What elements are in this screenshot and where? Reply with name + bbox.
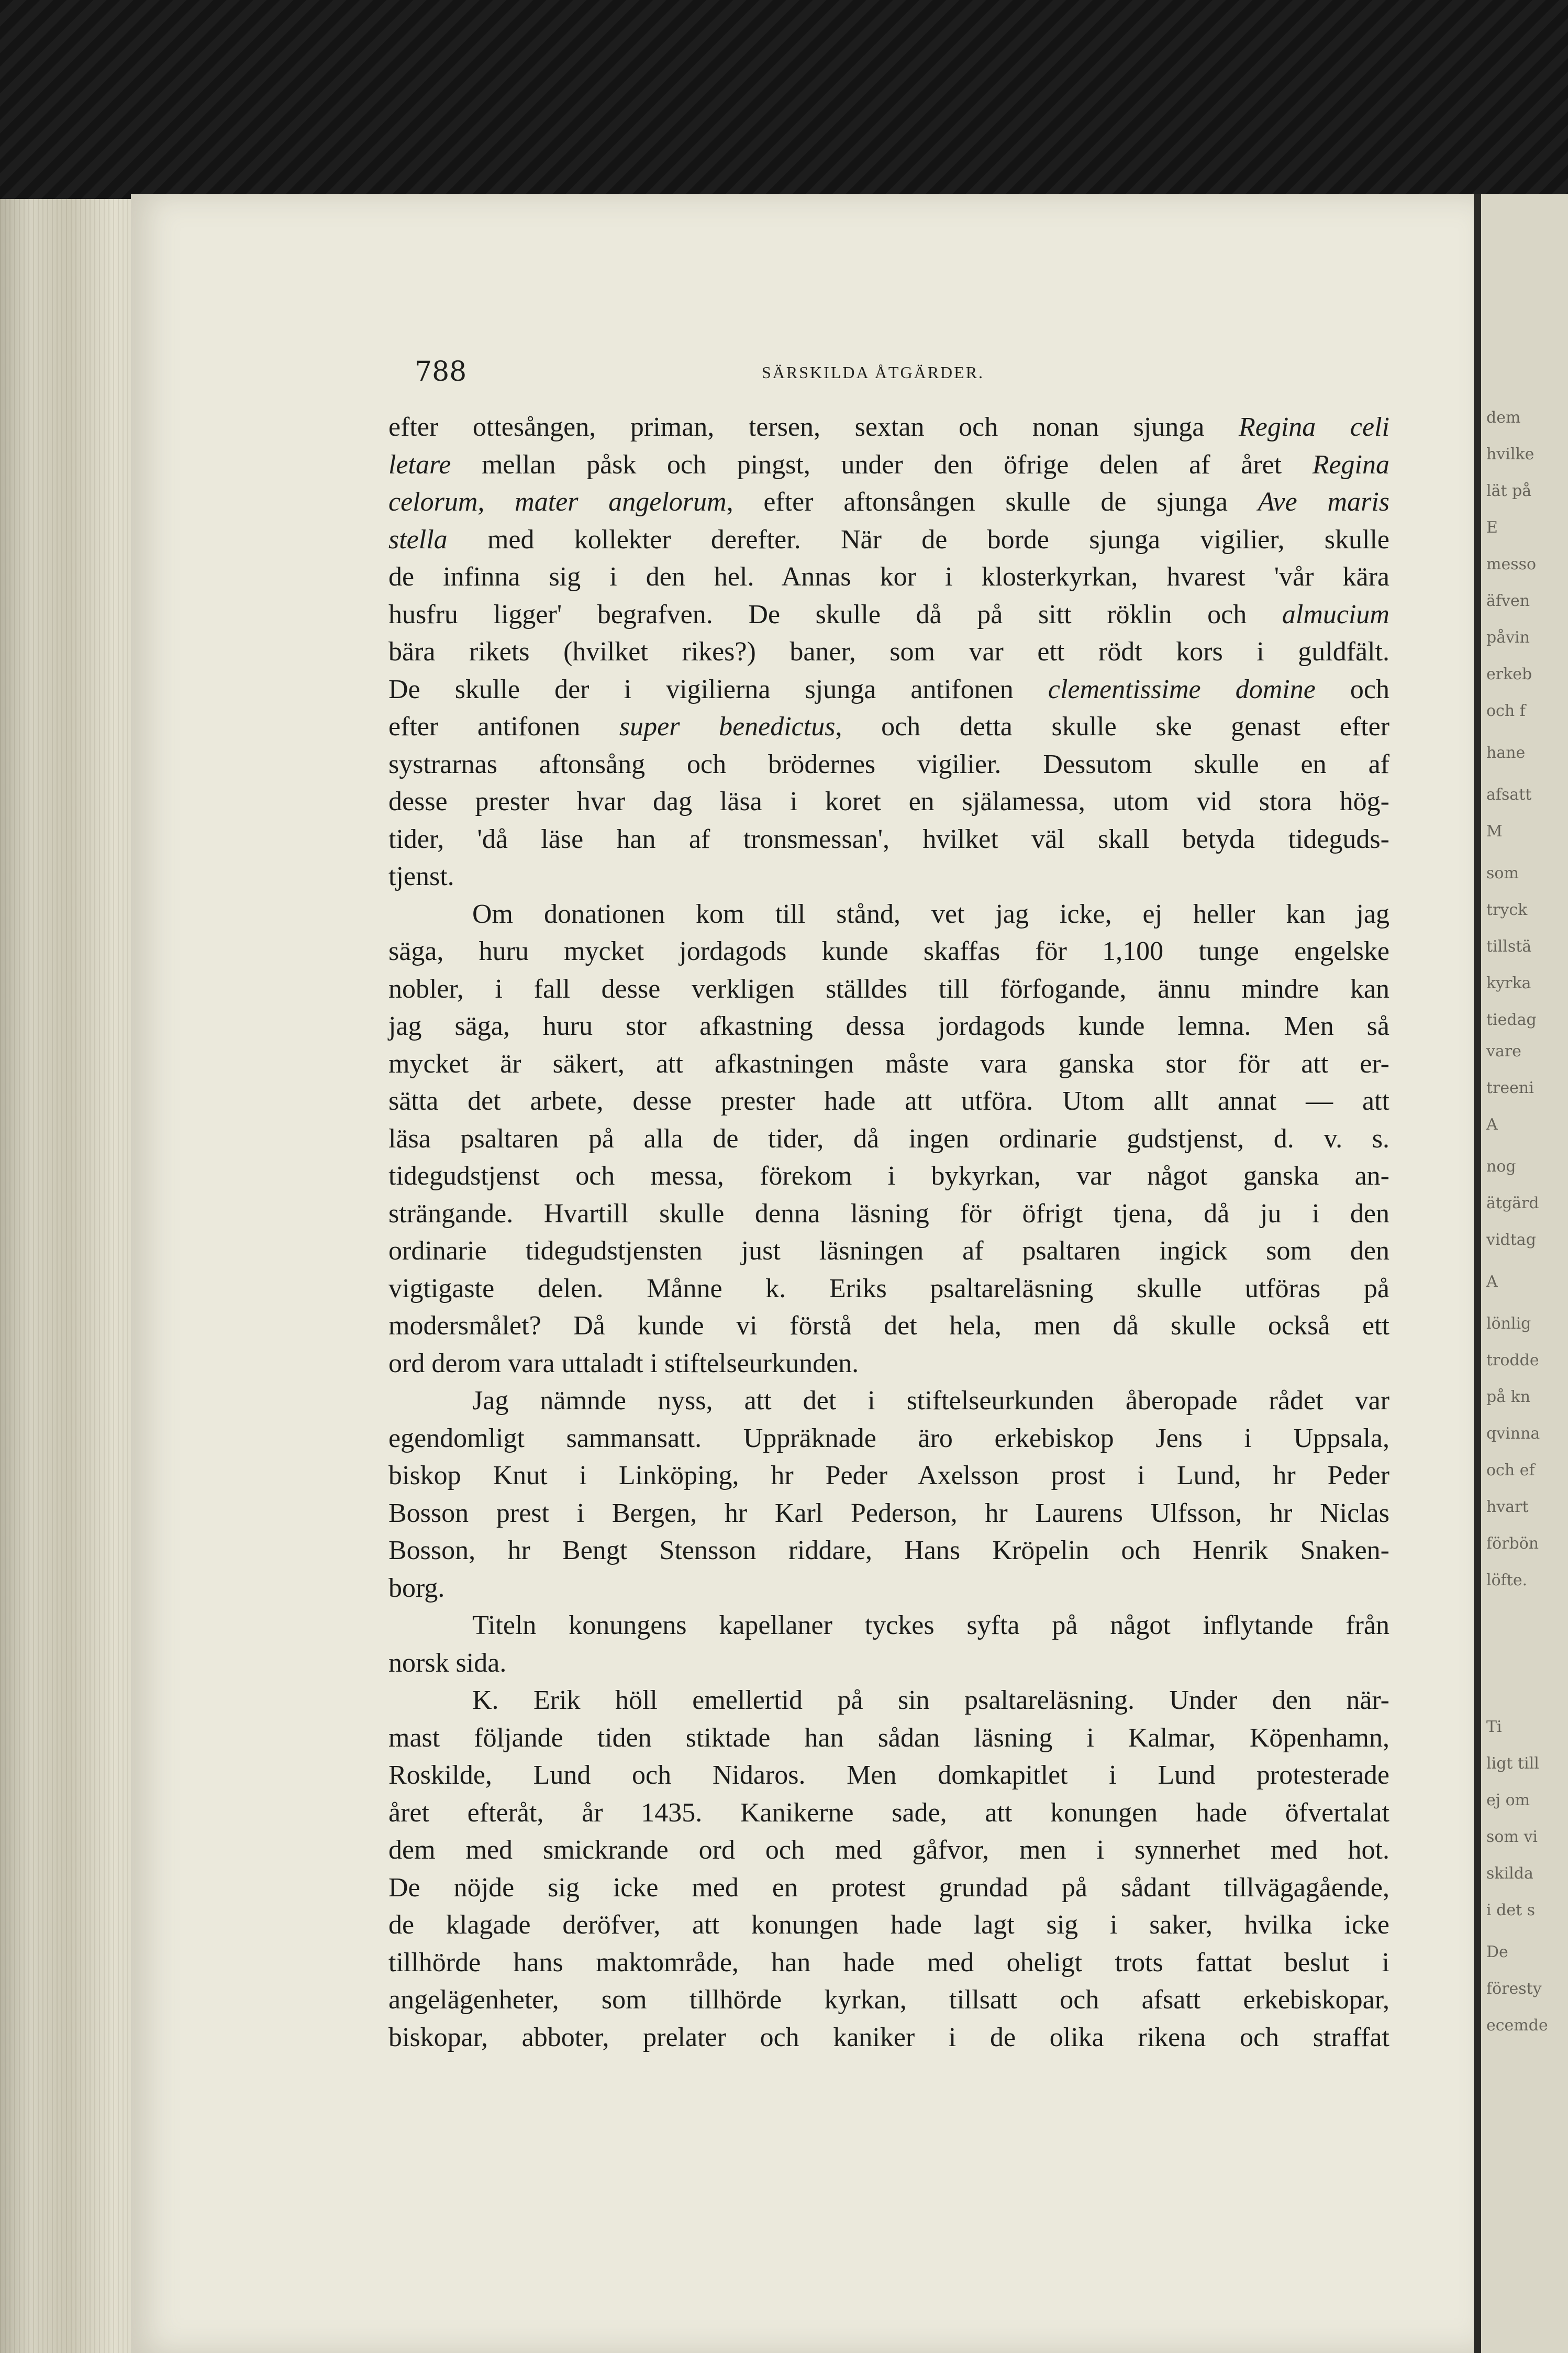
- facing-page-fragment: lät på: [1486, 482, 1532, 500]
- facing-page-fragment: som vi: [1486, 1828, 1538, 1846]
- facing-page-fragment: och ef: [1486, 1461, 1535, 1479]
- facing-page-fragment: vidtag: [1486, 1231, 1536, 1249]
- text-line: Bosson prest i Bergen, hr Karl Pederson, hr Laurens Ulfsson, hr Niclas: [388, 1498, 1389, 1528]
- text-line: bära rikets (hvilket rikes?) baner, som var ett rödt kors i guldfält.: [388, 637, 1389, 667]
- facing-page-fragment: som: [1486, 864, 1519, 882]
- text-line: Jag nämnde nyss, att det i stiftelseurkunden åberopade rådet var: [472, 1386, 1389, 1416]
- facing-page-fragment: ätgärd: [1486, 1194, 1539, 1212]
- facing-page-fragment: ej om: [1486, 1791, 1530, 1809]
- text-line: husfru ligger' begrafven. De skulle då på sitt röklin och almucium: [388, 599, 1389, 629]
- facing-page-fragment: E: [1486, 518, 1498, 537]
- text-line: de infinna sig i den hel. Annas kor i klosterkyrkan, hvarest 'vår kära: [388, 562, 1389, 592]
- text-line: de klagade deröfver, att konungen hade lagt sig i saker, hvilka icke: [388, 1910, 1389, 1940]
- text-line: De skulle der i vigilierna sjunga antifonen clementissime domine och: [388, 674, 1389, 704]
- text-line: sätta det arbete, desse prester hade att utföra. Utom allt annat — att: [388, 1086, 1389, 1116]
- facing-page-fragment: skilda: [1486, 1864, 1533, 1883]
- body-text: [388, 408, 1389, 2056]
- facing-page-fragment: föresty: [1486, 1980, 1542, 1998]
- facing-page-fragment: treeni: [1486, 1079, 1534, 1097]
- text-line: ordinarie tidegudstjensten just läsningen af psaltaren ingick som den: [388, 1236, 1389, 1266]
- text-line: mast följande tiden stiktade han sådan läsning i Kalmar, Köpenhamn,: [388, 1722, 1389, 1753]
- text-line: biskopar, abboter, prelater och kaniker i de olika rikena och straffat: [388, 2022, 1389, 2052]
- facing-page-fragment: dem: [1486, 408, 1521, 427]
- text-line: läsa psaltaren på alla de tider, då ingen ordinarie gudstjenst, d. v. s.: [388, 1123, 1389, 1154]
- facing-page-fragment: tillstä: [1486, 937, 1532, 956]
- text-line: desse prester hvar dag läsa i koret en själamessa, utom vid stora hög-: [388, 787, 1389, 816]
- facing-page-fragment: ligt till: [1486, 1754, 1539, 1773]
- facing-page-fragment: erkeb: [1486, 665, 1532, 683]
- text-line: dem med smickrande ord och med gåfvor, men i synnerhet med hot.: [388, 1835, 1389, 1865]
- text-line: Titeln konungens kapellaner tyckes syfta på något inflytande från: [472, 1610, 1389, 1640]
- facing-page-fragment: vare: [1486, 1042, 1521, 1060]
- facing-page-fragment: ecemde: [1486, 2016, 1548, 2035]
- facing-page-fragment: löfte.: [1486, 1571, 1528, 1589]
- facing-page-fragment: afsatt: [1486, 786, 1532, 804]
- facing-page-fragment: påvin: [1486, 628, 1530, 647]
- text-line: stella med kollekter derefter. När de borde sjunga vigilier, skulle: [388, 524, 1389, 555]
- facing-page-fragment: tryck: [1486, 901, 1528, 919]
- text-line: tidegudstjenst och messa, förekom i bykyrkan, var något ganska an-: [388, 1161, 1389, 1191]
- text-line: ord derom vara uttaladt i stiftelseurkunden.: [388, 1348, 859, 1378]
- text-line: nobler, i fall desse verkligen ställdes till förfogande, ännu mindre kan: [388, 974, 1389, 1004]
- facing-page-fragment: och f: [1486, 702, 1526, 720]
- facing-page-fragment: nog: [1486, 1157, 1516, 1176]
- text-line: jag säga, huru stor afkastning dessa jordagods kunde lemna. Men så: [388, 1011, 1389, 1041]
- facing-page-fragment: messo: [1486, 555, 1537, 573]
- facing-page-fragment: A: [1486, 1273, 1498, 1291]
- text-line: egendomligt sammansatt. Uppräknade äro erkebiskop Jens i Uppsala,: [388, 1423, 1389, 1453]
- text-line: tjenst.: [388, 861, 454, 891]
- text-line: angelägenheter, som tillhörde kyrkan, tillsatt och afsatt erkebiskopar,: [388, 1985, 1389, 2015]
- text-line: tillhörde hans maktområde, han hade med oheligt trots fattat beslut i: [388, 1947, 1389, 1978]
- facing-page-fragment: lönlig: [1486, 1314, 1531, 1333]
- text-line: borg.: [388, 1573, 445, 1603]
- text-line: efter ottesången, priman, tersen, sextan och nonan sjunga Regina celi: [388, 412, 1389, 442]
- text-line: året efteråt, år 1435. Kanikerne sade, att konungen hade öfvertalat: [388, 1797, 1389, 1828]
- facing-page-fragment: på kn: [1486, 1388, 1531, 1406]
- text-line: vigtigaste delen. Månne k. Eriks psaltareläsning skulle utföras på: [388, 1273, 1389, 1303]
- book-page-edges: [0, 199, 152, 2353]
- facing-page-fragment: M: [1486, 822, 1503, 841]
- facing-page-fragment: tiedag: [1486, 1011, 1537, 1029]
- text-line: systrarnas aftonsång och brödernes vigilier. Dessutom skulle en af: [388, 749, 1389, 779]
- text-line: efter antifonen super benedictus, och detta skulle ske genast efter: [388, 712, 1389, 742]
- facing-page-fragment: trodde: [1486, 1351, 1539, 1369]
- facing-page-fragment: förbön: [1486, 1534, 1539, 1553]
- text-line: mycket är säkert, att afkastningen måste vara ganska stor för att er-: [388, 1048, 1389, 1079]
- text-line: norsk sida.: [388, 1648, 507, 1678]
- facing-page-fragment: kyrka: [1486, 974, 1531, 992]
- text-line: strängande. Hvartill skulle denna läsning för öfrigt tjena, då ju i den: [388, 1198, 1389, 1229]
- text-line: De nöjde sig icke med en protest grundad på sådant tillvägagående,: [388, 1872, 1389, 1903]
- text-line: K. Erik höll emellertid på sin psaltareläsning. Under den när-: [472, 1685, 1389, 1715]
- facing-page-fragment: De: [1486, 1943, 1508, 1961]
- book-gutter: [1474, 194, 1481, 2353]
- facing-page-fragment: qvinna: [1486, 1424, 1540, 1443]
- photo-background: [0, 0, 1568, 220]
- facing-page-fragment: hvart: [1486, 1498, 1529, 1516]
- text-line: Roskilde, Lund och Nidaros. Men domkapitlet i Lund protesterade: [388, 1760, 1389, 1790]
- running-head: SÄRSKILDA ÅTGÄRDER.: [762, 363, 985, 382]
- facing-page-fragment: äfven: [1486, 592, 1530, 610]
- page-number: 788: [415, 356, 467, 388]
- text-line: säga, huru mycket jordagods kunde skaffas för 1,100 tunge engelske: [388, 936, 1389, 966]
- text-line: celorum, mater angelorum, efter aftonsången skulle de sjunga Ave maris: [388, 487, 1389, 517]
- facing-page-fragment: hvilke: [1486, 445, 1534, 463]
- facing-page-fragment: Ti: [1486, 1718, 1502, 1736]
- text-line: modersmålet? Då kunde vi förstå det hela, men då skulle också ett: [388, 1311, 1389, 1341]
- text-line: tider, 'då läse han af tronsmessan', hvilket väl skall betyda tideguds-: [388, 824, 1389, 854]
- facing-page-fragment: hane: [1486, 744, 1526, 762]
- facing-page-fragment: A: [1486, 1115, 1498, 1134]
- text-line: biskop Knut i Linköping, hr Peder Axelsson prost i Lund, hr Peder: [388, 1461, 1389, 1490]
- text-line: letare mellan påsk och pingst, under den öfrige delen af året Regina: [388, 449, 1389, 480]
- facing-page-fragment: i det s: [1486, 1901, 1536, 1919]
- text-line: Bosson, hr Bengt Stensson riddare, Hans Kröpelin och Henrik Snaken-: [388, 1535, 1389, 1565]
- text-line: Om donationen kom till stånd, vet jag icke, ej heller kan jag: [472, 899, 1389, 929]
- facing-page: [1481, 194, 1568, 2353]
